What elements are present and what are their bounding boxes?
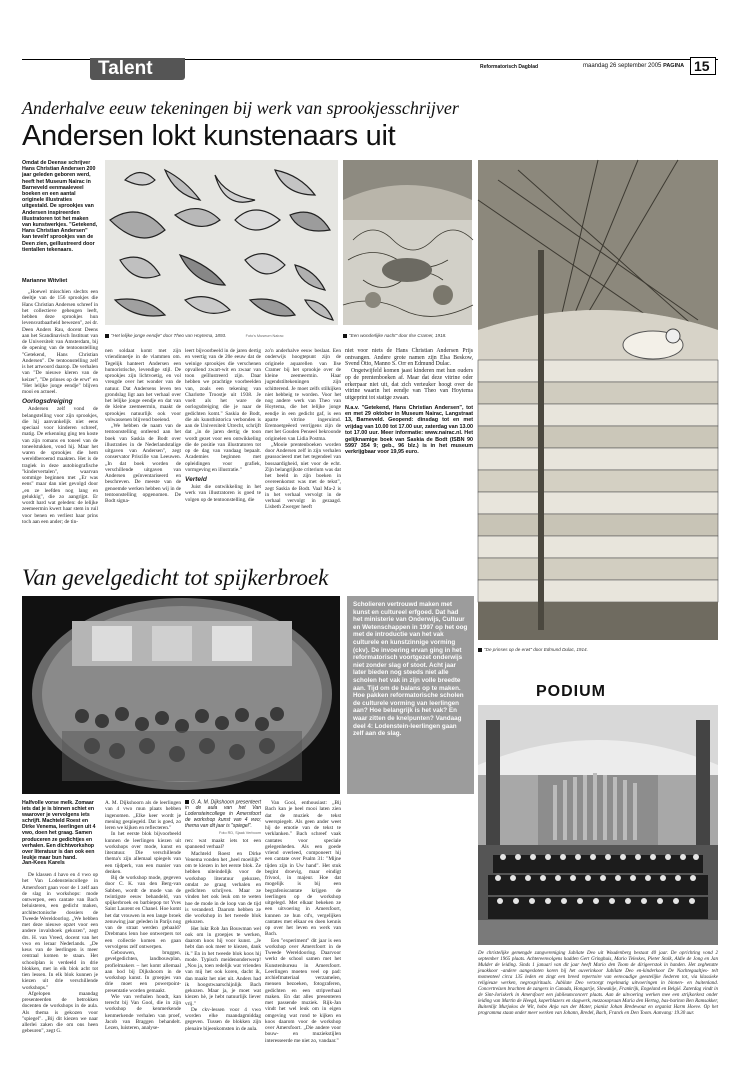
article2-byline: Jan-Kees Karels (22, 860, 65, 866)
podium-caption: De christelijke gemengde zangvereniging Jubilate Deo uit Woudenberg bestaat 40 jaar. De oprichting vond 2 september 1965 plaats. Achtereenvolgens hadden Gert Gringhuis, Mario Teleskes, Pieter Stolk, Aldie de Jong en Jan Mulder de leiding. Sinds 1 januari van dit jaar heeft Mario den Toom de dirigeerstok in handen. Het zeghetatte jeuokkoor -andere aangesloten koren bij het ouverinkoor Jubilate Deo en-kinderkoor De Nachtegaaltjes- telt momenteel circa 135 leden en zingt een breed repertoire van eenvoudige geestelijke liederen tot, via klassieke religieuze werken, negrospirituals. Jubilate Deo verzorgt regelmatig uitvoeringen in binnen- en buitenland. Concertreizen brachten de zangers in Canada, Hongarije, Slowakije, Frankrijk, Engeland en België. Zaterdag vindt in de Sint-Joriskerk in Amersfoort een jubileumconcert plaats. Aan de uitvoering werken mee een strijkorkest onder leiding van Martin de Heegd, koperblazers en slagwerk, mezzosopraan Maria den Hertog, bas-bariton Ben Ramsakker, Buitenlijt Murjokos de Wit, hobo Anja van der Mater, pianist Johan Bredewout en organist Harm Hoeve. Op het programma staan onder meer werken van Johann, Bredel, Bach, Franck en Den Toom. Aanvang: 19.30 uur. (478, 951, 718, 1017)
illustration-ugly-duckling (105, 160, 338, 325)
paragraph: Afgelopen maandag presenteerden de betrokken docenten de workshops in de aula. Als thema is gekozen voor "spiegel". „Bij dit kiezen we naar allerlei zaken die om ons heen gebeuren", zegt G. (22, 990, 98, 1035)
paragraph: leert bijvoorbeeld in de jaren dertig en veertig van de 20e eeuw dat de weinige sprookjes die verschenen opvallend zwart-wit en zwaar van toon geïllustreerd zijn. Daar hebben we prachtige voorbeelden van, zoals een tekening van Charlotte Troostje uit 1938. Je voelt als het ware de oorlogsdreiging die je naar de gedichten komt." Saskia de Bodt, die als kunsthistorica verbonden is aan de Universiteit Utrecht, schrijft dat „in de jaren dertig de toon wordt gezet voor een ontwikkeling die de positie van illustratoren tot op de dag van vandaag bepaalt. Academies beginnen met opleidingen voor grafiek, vormgeving en illustratie." (185, 348, 261, 473)
photo-caption (185, 800, 261, 830)
page-date (583, 63, 684, 69)
paragraph: In het eerste blok bijvoorbeeld kunnen de leerlingen kiezen uit workshops over mode, kunst en literatuur. Die verschillende thema's zijn allemaal spiegels van een tijdperk, van een manier van denken. (105, 831, 181, 875)
article1-headline: Andersen lokt kunstenaars uit (22, 120, 396, 152)
paragraph: Andersen zelf vond de belangstelling voor zijn sprookjes, die hij aanvankelijk niet eens speciaal voor kinderen schreef, matig. De erkenning ging ten koste van zijn romans en toneel van de toneelstukken, vond hij. Maar het waren de sprookjes die hem wereldberoemd maakten. Het is de tragiek in deze autobiografische "kindervertalen", waarvan sommige beginnen met „Er was eens" maar dan niet gevolgd door „en ze leefden nog lang en gelukkig", die zo aangrijpt. Er wordt hard wat geleden: de lelijke zeemeermin kwert haar stem in ruil voor benen en verliest haar prins toch aan een ander; de tin- (22, 406, 98, 525)
paragraph: Van Gool, enthousiast: „Bij Bach kan je heel mooi laten zien dat de muziek de tekst weerspiegelt. Als geen ander weet hij de emotie van de tekst te verklanken." Bach schreef vaak cantates voor speciale gelegenheden. Als een goede vriend overleed, componeert hij een cantate over Psalm 31: "Mijne tijden zijn in Uw hand". Het stuk begint droevig, maar eindigt frivool, in majeur. Hoe dat mogelijk is bij een begrafeniscantate krijgen de leerlingen op de workshop uitgelegd. Met elkaar bekeken ze een uitvoering in Amersfoort, kunnen ze hun cd's, vergelijken cantates met elkaar en doen kennis op over het leven en werk van Bach. (265, 800, 341, 938)
article1-column-5 (345, 348, 473, 555)
paragraph: Een "experiment" dit jaar is een workshop over Amersfoort in de Tweede Wereldoorlog. Daarvoor werkt de school samen met het Kunstenbureau in Amersfoort. Leerlingen moeten veel op pad: archiefmateriaal verzamelen, mensen bezoeken, fotograferen, gedichten en een stripverhaal maken. En dat alles presenteren met passende muziek. Rijk-Jan vindt het wel leuk om in eigen omgeving wat rond te kijken en koos daarom voor de workshop over Amersfoort. „Die andere voor bouw- en muziekstijlen interesseerde me niet zo, vandaar." (265, 937, 341, 1044)
paragraph: ren: wat maakt iets tot een spannend verhaal? (185, 838, 261, 851)
article1-column-2 (105, 348, 181, 555)
photo-credit: Foto RD, Sjaak Verboom (219, 830, 261, 835)
paragraph: „We hebben de naam van de tentoonstelling ontleend aan het boek van Saskia de Bodt over illustraties in de Nederlandstalige uitgaven van Andersen", zegt conservator Priscille van Leeuwen. „In dat boek worden de verschillende uitgaven van Andersen geïnventariseerd en beschreven. De meeste van de genoemde werken hebben wij in de tentoonstelling opgenomen. De Bodt signa- (105, 423, 181, 504)
caption-text: "Het lelijke jonge eendje" door Theo van Hoytema, 1893. (111, 333, 227, 338)
photo-workshop-aula (22, 596, 340, 794)
article2-column-1 (22, 872, 98, 1035)
caption-text: "De prinses op de erwt" door Edmund Dulac, 1914. (484, 647, 588, 652)
paragraph: zo'n anderhalve eeuw beslaat. Een onderwijs hoogtepunt zijn de originele aquarellen van Ilse Cramer bij het sprookje over de kleine zeemeermin. Haar jugendstiltekeningen zijn schitterend. Je moet zelfs stilkijken niet hebbeig te worden. Voor het nog andere werk van Theo van Hoytema, die het lelijke jonge eendje in een gedicht gaf, is een aparte vitrine ingeruimd. Eremoetgeëerd verrijgens zijn de met het Gouden Penseel bekroonde originelen van Lidia Postma. (265, 348, 341, 442)
paragraph: Gebouwen, bruggen, gevelgedichten, landbouwplan, profielmakers – het komt allemaal aan bod bij Dijkshoorn in de workshop kunst. In groepjes van drie moet een powerpoint-presentatie worden gemaakt. (105, 950, 181, 994)
paragraph: nen soldaat komt met zijn vriendinnetje in de vlammen om. Tegelijk hanteert Andersen een humoristische, levendige stijl. De sprookjes zijn lichtvoetig, en vol vreugde over het wonder van de natuur. Dat Andersens leven ten grondslag ligt aan het verhaal over het lelijke jonge eendje en dat van de kleine zeemeermin, maakt de sprookjes natuurlijk ook voor volwassenen blijvend boeiend. (105, 348, 181, 423)
princess-pea-drawing (478, 160, 718, 640)
choir-photo (478, 705, 718, 945)
paragraph: „Mooie prentenboeken worden door Andersen zelf in zijn verhalen geassocieerd met het tegendeel van bossaardigheid, niet voor de echt. Zijn belangrijkste criterium was dat het beeld in zijn boeken in overeenkomst was met de tekst", zegt Saskia de Bodt. Vaal Ma-2 is in het verhaal vervolgt in de verhaal vervolgt in gezaagd. Lisbeth Zwerger heeft (265, 441, 341, 511)
podium-title: PODIUM (536, 683, 606, 700)
paragraph: Het lukt Rob Jan Bouwman wel ook om in groepjes te werken, daarom koos hij voor kunst. „Je hebt dan ook meer te kiezen, dank ik." En in het tweede blok koos hij mode. Typisch meidenonderwerp! „Nou ja, toen redelijk wat vrienden van mij het ook koren, dacht ik, dan maakt het niet uit. Anders had ik hoogstwaarschijnlijk Bach gekozen. Maar ja, je moet wat kiezen hè, je hebt natuurlijk liever vrij." (185, 925, 261, 1007)
duckling-drawing (105, 160, 338, 325)
page-number: 15 (694, 58, 710, 74)
article2-column-2 (105, 800, 181, 1032)
article1-column-3 (185, 348, 261, 555)
paragraph: Machteld Roest en Dirke Venema vonden het „heel moeilijk" om te kiezen in het eerste blok. Ze hebben uiteindelijk voor de workshop literatuur gekozen, omdat ze graag verhalen en gedichten schrijven. Maar ze vinden het ook leuk om te weten hoe de mode in de loop van de tijd is veranderd. Daarom hebben ze die workshop in het tweede blok gekozen. (185, 850, 261, 926)
paragraph: Wie van verhalen houdt, kan terecht bij Van Gool, die in zijn workshop de kenmerkende kenmerkende verhalen van proef, Jacob van Braggen behandelt. Lezen, luisteren, analyse- (105, 993, 181, 1031)
article2-photo-caption: Halfvolle vorse melk. Zomaar iets dat je is binnen schiet en waarover je vervolgens iets schrijft. Machteld Roest en Dirke Venema, leerlingen uit 4 vwo, doen het graag. Samen produceren ze gedichtjes en verhalen. Een dichtworkshop over literatuur is dan ook een leukje maar bun hand. (22, 800, 96, 861)
paragraph: Juist die ontwikkeling in het werk van illustratoren is goed te volgen op de tentoonstelling, die (185, 484, 261, 503)
exhibition-info: N.a.v. "Getekend, Hans Christian Andersen", tot en met 29 oktober in Museum Nairac, Langstraat 13, Barneveld. Geopend: dinsdag tot en met vrijdag van 10.00 tot 17.00 uur, zaterdag van 13.00 tot 17.00 uur. Meer informatie: www.nairac.nl. Het gelijknamige boek van Saskia de Bodt (ISBN 90 5997 354 9; geb., 96 blz.) is in het museum verkrijgbaar voor 19,95 euro. (345, 404, 473, 456)
article1-intro: Omdat de Deense schrijver Hans Christian Andersen 200 jaar geleden geboren werd, heeft het Museum Nairac in Barneveld eenmaaleveel boeken en een aantal originele illustraties uitgestald. De sprookjes van Andersen inspireerden illustratoren tot het maken van kunstwerkjes. "Getekend, Hans Christian Andersen" kan tevelrf sprookjes van de Deen zien, geillustreerd door tientallen tekenaars. (22, 160, 98, 253)
photo-credit: Foto's Museum Nairac (245, 334, 284, 338)
caption-text: G. A. M. Dijkshoorn presenteert in de aula van het Van Lodensteincollege in Amersfoort de workshop kunst van 4 vwo; thema van dit jaar is "spiegel". (185, 799, 261, 829)
paragraph: A. M. Dijkshoorn als de leerlingen van 4 vwo mun plaats hebben ingenomen. „Elke keer wordt je mening gespiegeld. Dat is goed, zo leren we kijken en reflecteren." (105, 800, 181, 831)
intro-box-text: Scholieren vertrouwd maken met kunst en cultureel erfgoed. Dat had het ministerie van Onderwijs, Cultuur en Wetenschappen in 1997 op het oog met de introductie van het vak culturele en kunstzinnige vorming (ckv). De invoering ervan ging in het reformatorisch voortgezet onderwijs niet zonder slag of stoot. Acht jaar later bieden nog steeds niet alle scholen het vak in zijn volle breedte aan. Tijd om de balans op te maken. Hoe pakken reformatorische scholen de culturele vorming van leerlingen aan? Hoe belangrijk is het vak? En waar zitten de knelpunten? Vandaag deel 4: Lodenstein-leerlingen gaan zelf aan de slag. (353, 601, 468, 738)
wonderful-night-drawing (343, 160, 472, 325)
paragraph: „Hoewel misschien slechts een deeltje van de 156 sprookjes die Hans Christian Andersen schreef in het collectieve geheugen leeft, hebben deze sprookjes hun levensvatbaarheid bewezen", zei dr. Deen Anders Rau, docent Deens aan het Scandinavisch Instituut van de Universiteit van Amsterdam, bij de opening van de tentoonstelling "Getekend, Hans Christian Andersen". De tentoonstelling zelf is het artwoord daarop. De verhalen van "De nieuwe kleren van de keizer", "De prinses op de erwt" en "Het lelijke jonge eendje" blijven mooi en actueel. (22, 289, 98, 395)
paragraph: De klassen 4 havo en 4 vwo op het Van Lodensteincollege in Amersfoort gaan voor de 1 zelf aan de slag in workshops: mode ontwerpen, een cantate van Bach beluisteren, een gedicht maken, architectonische dossiers de Tweede Wereldoorlog. „We hebben met deze nieuwe opzet voor een andere invalshoek gekozen", zegt drs. H. van Vreed, docent van het vwo en leraar Nederlands. „De keus van de leerlingen is meer centraal komen te staan. Het schoolplan is verdeeld in drie blokken, met in elk blok acht tot tien lessen. In elk blok kunnen je kiezen uit drie verschillende workshops." (22, 872, 98, 991)
paper-name: Reformatorisch Dagblad (480, 64, 539, 70)
article1-column-1 (22, 289, 98, 555)
article2-column-4 (265, 800, 341, 1044)
paragraph: Ongetwijfeld komen jaast kinderen met hun ouders op de prentenboeken af. Maar dat deze vitrine oder erkerpaar niet uit, dat zich verteuker hoogt over de vitrine waarin het eendje van Theo van Hoytema uitgeprint tot statige zwaan. (345, 368, 473, 401)
paragraph: De ckv-lessen voor 4 vwo worden elke maandagmiddag gegeven. Tussen de blokken zijn plenaire bijeenkomsten in de aula. (185, 1006, 261, 1032)
caption-bullet (478, 648, 482, 652)
article1-kicker: Anderhalve eeuw tekeningen bij werk van sprookjesschrijver (22, 98, 459, 118)
subhead-oorlogsdreiging: Oorlogsdreiging (22, 398, 73, 406)
caption-wonderful-night (343, 333, 447, 338)
aula-photo (22, 596, 340, 794)
section-title: Talent (98, 58, 153, 79)
caption-bullet (185, 800, 189, 804)
illustration-wonderful-night (343, 160, 472, 325)
article2-headline: Van gevelgedicht tot spijkerbroek (22, 565, 329, 590)
photo-choir (478, 705, 718, 945)
date-text: maandag 26 september 2005 (583, 63, 662, 69)
caption-bullet (343, 334, 347, 338)
caption-princess-pea (478, 647, 588, 652)
paragraph: niet voor niets de Hans Christian Andersen Prijs ontvangen. Andere grote namen zijn Elsa Beskow, Svend Otto, Manno S. Orr en Edmund Dulac. (345, 348, 473, 368)
caption-bullet (105, 334, 109, 338)
subhead-verteld: Verteld (185, 476, 207, 483)
paragraph: Bij de workshop mode, gegeven door C. K. van den Berg-van Sabben, wordt de mode van de twintigste eeuw behandeld, van spijkerbroek en barbiepop tot Yves Saint Laurent en Chanel. Hoe komt het dat vrouwen in een lange broek zenuwing jaar geleden in Parijs nog van de straat werden gehaald? Drebmans lenn hoe ontwerpers tot een collectie komen en gaan vervolgens zelf ontwerpen. (105, 875, 181, 950)
article2-column-3 (185, 800, 261, 1032)
caption-text: "Een wonderlijke nacht" door Ilse Cramer, 1918. (349, 333, 447, 338)
article1-column-4 (265, 348, 341, 555)
page-label: PAGINA (663, 63, 685, 69)
caption-ugly-duckling (105, 333, 284, 338)
illustration-princess-pea (478, 160, 718, 640)
article2-intro-box (347, 596, 474, 794)
article1-byline: Marianne Witvliet (22, 278, 68, 284)
